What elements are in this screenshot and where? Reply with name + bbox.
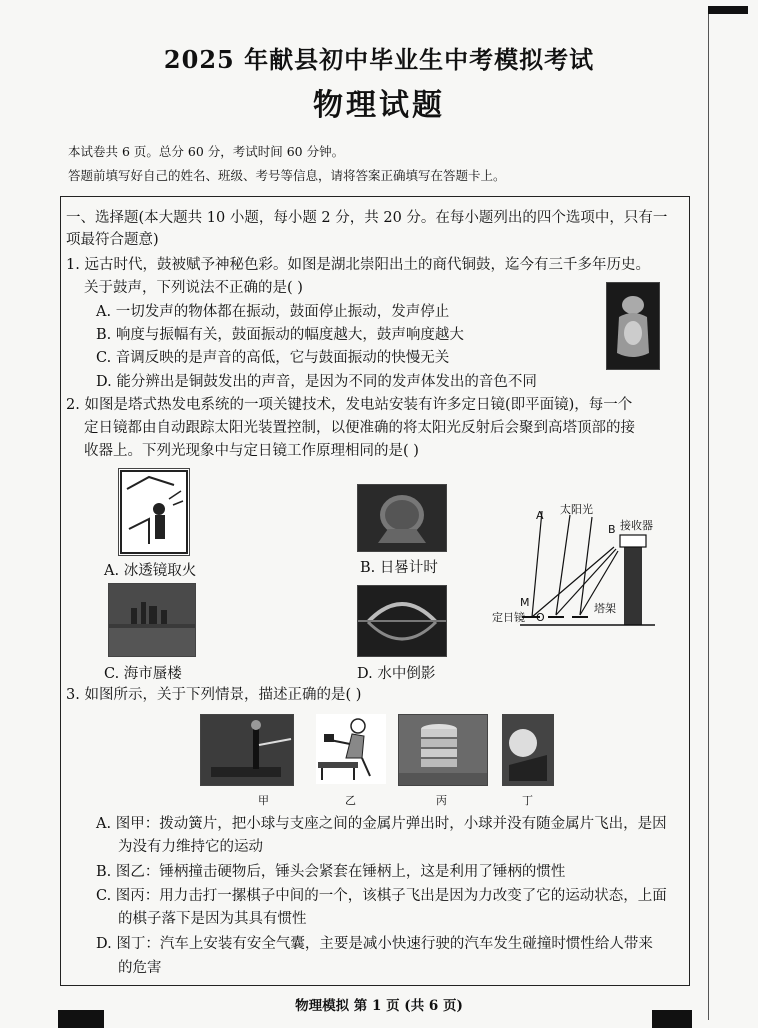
corner-mark-bottom-left <box>58 1010 104 1028</box>
section-heading-cont: 项最符合题意) <box>66 232 159 248</box>
q2-stem-cont2: 收器上。下列光现象中与定日镜工作原理相同的是( ) <box>84 443 419 459</box>
q1-option-b: B. 响度与振幅有关，鼓面振动的幅度越大，鼓声响度越大 <box>96 327 464 343</box>
label-a: A <box>536 509 544 522</box>
label-o: O <box>536 611 545 624</box>
q2-caption-c: C. 海市蜃楼 <box>104 666 182 682</box>
q2-caption-b: B. 日晷计时 <box>360 560 438 576</box>
page-footer: 物理模拟 第 1 页 (共 6 页) <box>295 998 463 1014</box>
q3-option-c-cont: 的棋子落下是因为其具有惯性 <box>118 911 307 927</box>
label-tower: 塔架 <box>594 602 616 615</box>
corner-mark-top <box>708 6 748 14</box>
q3-option-b: B. 图乙：锤柄撞击硬物后，锤头会紧套在锤柄上，这是利用了锤柄的惯性 <box>96 864 566 880</box>
fig-label-ding: 丁 <box>522 794 533 807</box>
q1-stem-cont: 关于鼓声，下列说法不正确的是( ) <box>84 280 303 296</box>
q1-option-d: D. 能分辨出是铜鼓发出的声音，是因为不同的发声体发出的音色不同 <box>96 374 537 390</box>
fig-ding-photo <box>502 714 554 786</box>
water-reflection-photo <box>357 585 447 657</box>
note-pages: 本试卷共 6 页。总分 60 分，考试时间 60 分钟。 <box>68 144 345 159</box>
fig-label-bing: 丙 <box>436 794 447 807</box>
q1-option-c: C. 音调反映的是声音的高低，它与鼓面振动的快慢无关 <box>96 350 450 366</box>
label-sunlight: 太阳光 <box>560 503 593 516</box>
q3-option-d-cont: 的危害 <box>118 960 162 976</box>
mirage-photo <box>108 583 196 657</box>
label-m: M <box>520 596 530 609</box>
q3-option-d: D. 图丁：汽车上安装有安全气囊，主要是减小快速行驶的汽车发生碰撞时惯性给人带来 <box>96 936 653 952</box>
q2-stem: 2. 如图是塔式热发电系统的一项关键技术，发电站安装有许多定日镜(即平面镜)，每一个 <box>66 397 633 413</box>
fig-label-yi: 乙 <box>345 794 356 807</box>
fig-jia-photo <box>200 714 294 786</box>
sundial-photo <box>357 484 447 552</box>
exam-title: 2025 年献县初中毕业生中考模拟考试 <box>163 45 595 74</box>
note-instructions: 答题前填写好自己的姓名、班级、考号等信息，请将答案正确填写在答题卡上。 <box>68 168 506 183</box>
q3-option-c: C. 图丙：用力击打一摞棋子中间的一个，该棋子飞出是因为力改变了它的运动状态，上面 <box>96 888 667 904</box>
bronze-drum-photo <box>606 282 660 370</box>
q3-option-a: A. 图甲：拨动簧片，把小球与支座之间的金属片弹出时，小球并没有随金属片飞出，是因 <box>96 816 667 832</box>
q3-stem: 3. 如图所示，关于下列情景，描述正确的是( ) <box>66 687 362 703</box>
corner-mark-bottom-right <box>652 1010 692 1028</box>
section-heading: 一、选择题(本大题共 10 小题，每小题 2 分，共 20 分。在每小题列出的四个选项中，只有一 <box>66 210 668 226</box>
fig-bing-photo <box>398 714 488 786</box>
q3-option-a-cont: 为没有力维持它的运动 <box>118 839 263 855</box>
q1-stem: 1. 远古时代，鼓被赋予神秘色彩。如图是湖北崇阳出土的商代铜鼓，迄今有三千多年历史。 <box>66 257 650 273</box>
q1-option-a: A. 一切发声的物体都在振动，鼓面停止振动，发声停止 <box>96 304 450 320</box>
fig-label-jia: 甲 <box>258 794 269 807</box>
q2-stem-cont: 定日镜都由自动跟踪太阳光装置控制，以便准确的将太阳光反射后会聚到高塔顶部的接 <box>84 420 635 436</box>
label-b: B <box>608 523 616 536</box>
label-receiver: 接收器 <box>620 519 653 532</box>
page-edge-line <box>708 10 709 1020</box>
label-heliostat: 定日镜 <box>492 611 525 624</box>
q2-caption-a: A. 冰透镜取火 <box>104 563 197 579</box>
subject-title: 物理试题 <box>313 88 445 123</box>
fig-yi-illustration <box>316 714 386 784</box>
ice-lens-fire-illustration <box>118 468 190 556</box>
q2-caption-d: D. 水中倒影 <box>357 666 436 682</box>
